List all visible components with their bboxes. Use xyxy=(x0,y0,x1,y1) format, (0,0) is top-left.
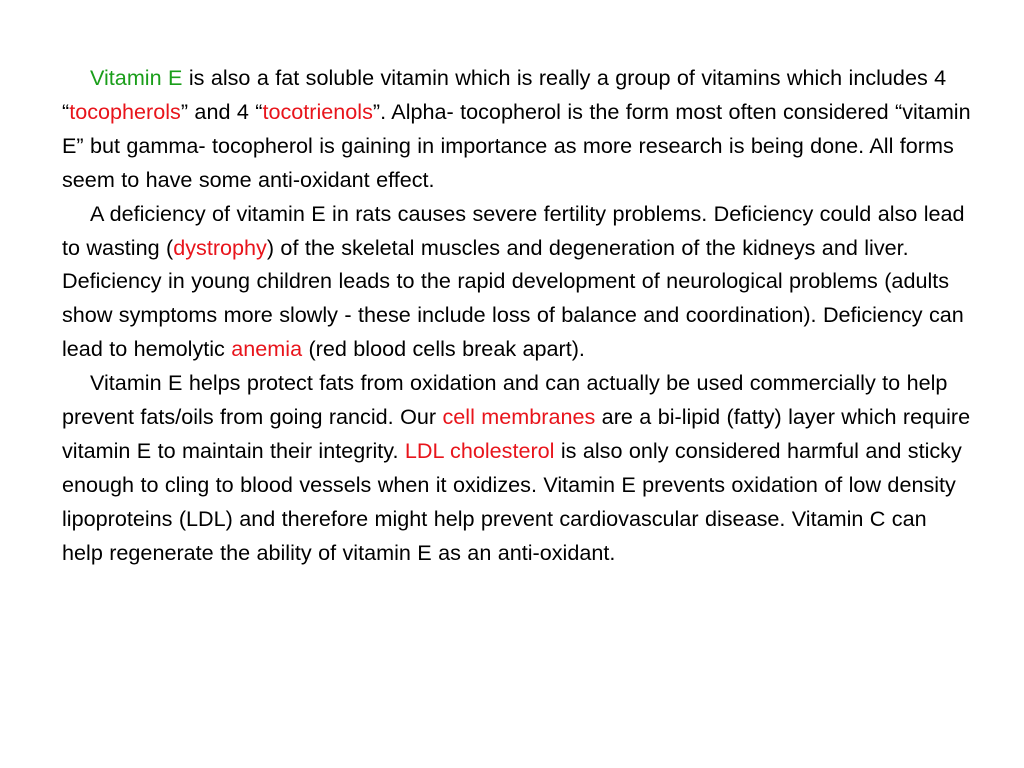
text-segment: are a bi-lipid (fatty) layer which require vitamin E to maintain their integrity. xyxy=(62,404,971,463)
term-tocopherols: tocopherols xyxy=(69,98,181,124)
slide-text-body xyxy=(62,61,972,570)
term-anemia: anemia xyxy=(231,336,303,362)
text-segment: ” and 4 “ xyxy=(180,98,263,124)
paragraph-oxidation xyxy=(62,366,972,569)
term-dystrophy: dystrophy xyxy=(173,234,267,260)
term-vitamin-e: Vitamin E xyxy=(90,65,183,90)
text-segment: is also a fat soluble vitamin which is really a group of vitamins which includes 4 “ xyxy=(62,65,947,124)
text-segment: ”. Alpha- tocopherol is the form most often considered “vitamin E” but gamma- tocopherol is gaining in importance as more research is being done. All forms seem to have some anti-oxidant effect. xyxy=(62,98,971,192)
text-segment: is also only considered harmful and sticky enough to cling to blood vessels when it oxidizes. Vitamin E prevents oxidation of low density lipoproteins (LDL) and therefore might help prevent cardiovascular disease. Vitamin C can help regenerate the ability of vitamin E as an anti-oxidant. xyxy=(62,437,962,565)
term-cell-membranes: cell membranes xyxy=(442,404,596,430)
text-segment: Vitamin E helps protect fats from oxidation and can actually be used commercially to help prevent fats/oils from going rancid. Our xyxy=(62,370,948,430)
text-segment: (red blood cells break apart). xyxy=(302,336,585,362)
term-ldl-cholesterol: LDL cholesterol xyxy=(404,437,555,463)
paragraph-deficiency xyxy=(62,197,972,367)
text-segment: ) of the skeletal muscles and degeneration of the kidneys and liver. Deficiency in young children leads to the rapid development of neurological problems (adults show symptoms more slowly - these include loss of balance and coordination). Deficiency can lead to hemolytic xyxy=(62,234,964,362)
paragraph-vitamin-e-intro xyxy=(62,61,972,197)
text-segment: A deficiency of vitamin E in rats causes severe fertility problems. Deficiency could also lead to wasting ( xyxy=(62,200,965,260)
term-tocotrienols: tocotrienols xyxy=(262,98,373,124)
